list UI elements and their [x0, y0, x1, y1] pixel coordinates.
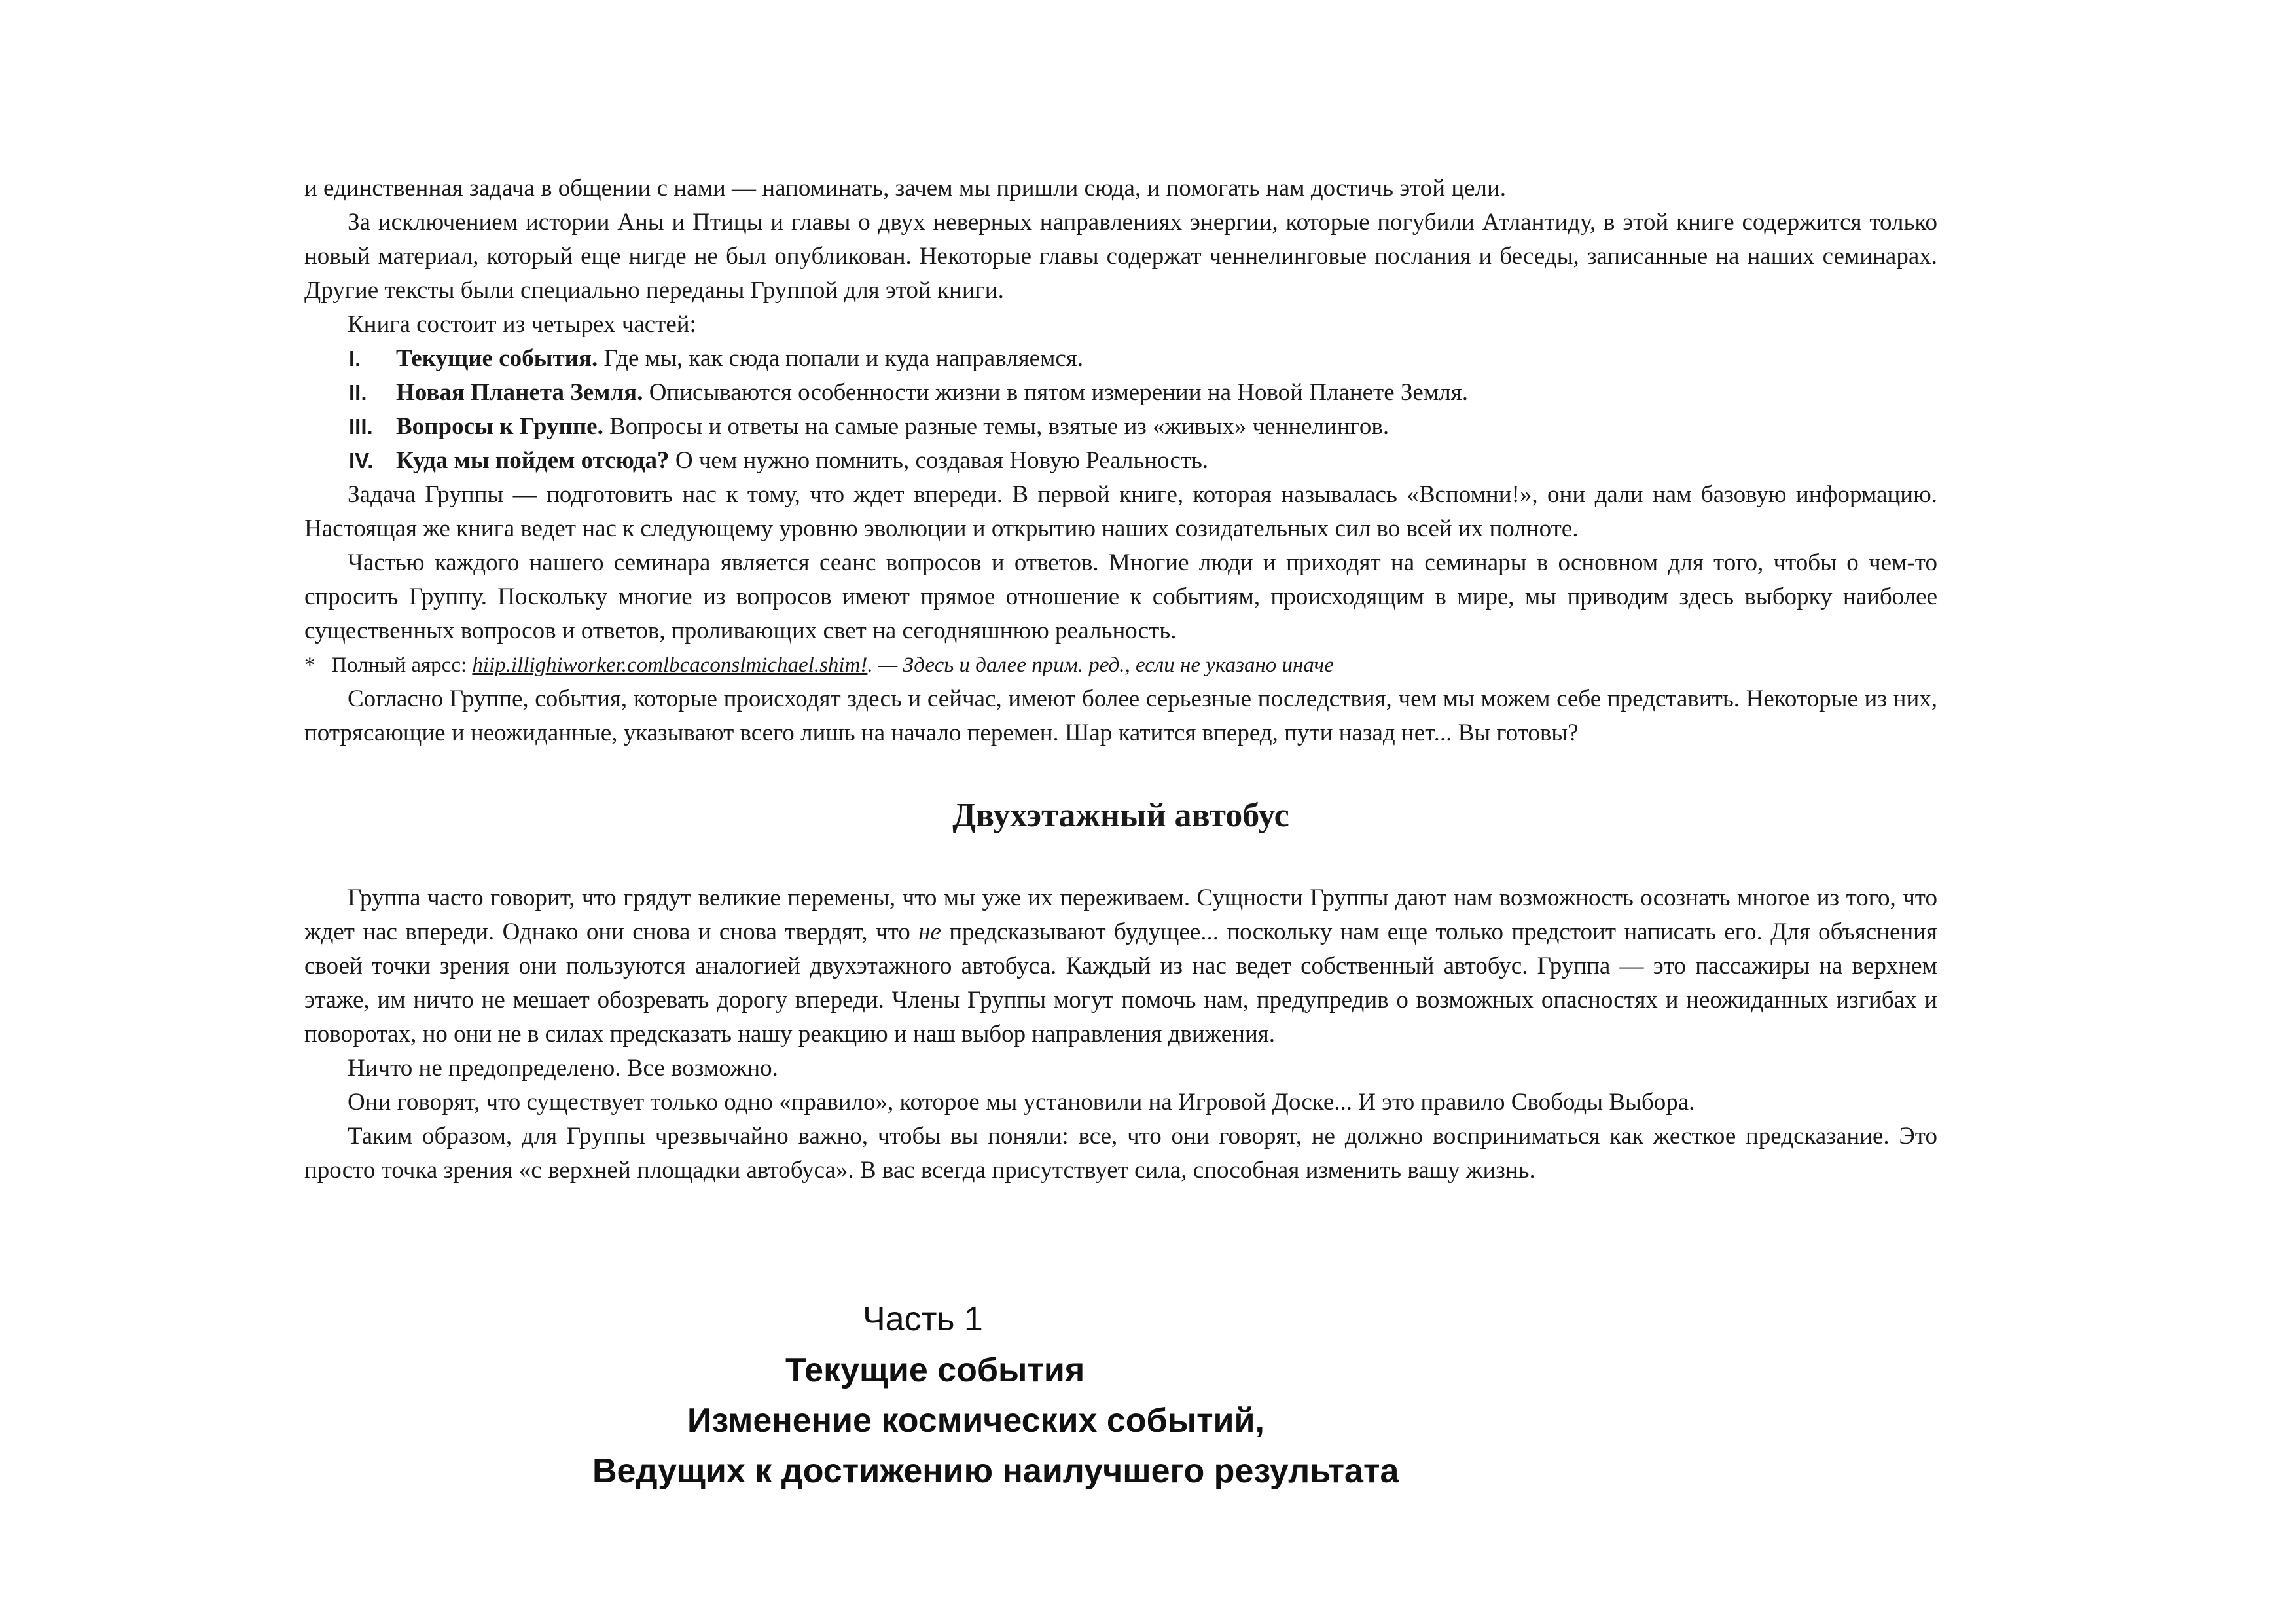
emphasis: не [918, 919, 941, 945]
paragraph-section-1 [304, 881, 1937, 1051]
part-subtitle-2: Ведущих к достижению наилучшего результата [592, 1452, 1399, 1490]
footnote [304, 648, 1937, 682]
footnote-note: . — Здесь и далее прим. ред., если не указано иначе [867, 653, 1334, 677]
footnote-label: Полный аярсс: [331, 653, 467, 677]
paragraph-intro-0: и единственная задача в общении с нами — напоминать, зачем мы пришли сюда, и помогать нам достичь этой цели. [304, 175, 1507, 202]
text-run: Группа часто говорит, что грядут великие перемены, что мы уже их переживаем. Сущности Группы дают нам возможность осознать многое из того, что ждет нас впереди. Однако они снова и снова твердят, что [304, 884, 1937, 945]
list-title: Текущие события. [396, 345, 598, 372]
document-body [304, 172, 1937, 1188]
list-number: I. [349, 346, 361, 371]
text-run: предсказывают будущее... поскольку нам еще только предстоит написать его. Для объяснения своей точки зрения они пользуются аналогией двухэтажного автобуса. Каждый из нас ведет собственный автобус. Группа — это пассажиры на верхнем этаже, им ничто не мешает обозревать дорогу впереди. Члены Группы могут помочь нам, предупредив о возможных опасностях и неожиданных изгибах и поворотах, но они не в силах предсказать нашу реакцию и наш выбор направления движения. [304, 919, 1937, 1048]
list-number: II. [349, 380, 367, 405]
paragraph-intro-5: Согласно Группе, события, которые происходят здесь и сейчас, имеют более серьезные последствия, чем мы можем себе представить. Некоторые из них, потрясающие и неожиданные, указывают всего лишь на начало перемен. Шар катится вперед, пути назад нет... Вы готовы? [304, 685, 1937, 746]
list-item [304, 342, 1937, 376]
list-number: IV. [349, 448, 374, 473]
part-title: Текущие события [785, 1351, 1085, 1389]
paragraph-intro-4: Частью каждого нашего семинара является сеанс вопросов и ответов. Многие люди и приходят на семинары в основном для того, чтобы о чем-то спросить Группу. Поскольку многие из вопросов имеют прямое отношение к событиям, происходящим в мире, мы приводим здесь выборку наиболее существенных вопросов и ответов, проливающих свет на сегодняшнюю реальность. [304, 549, 1937, 644]
section-title: Двухэтажный автобус [952, 797, 1289, 834]
list-text: Описываются особенности жизни в пятом измерении на Новой Планете Земля. [643, 379, 1469, 406]
list-text: О чем нужно помнить, создавая Новую Реальность. [669, 447, 1209, 474]
book-parts-list [304, 342, 1937, 478]
list-item [304, 444, 1937, 478]
paragraph-section-2: Ничто не предопределено. Все возможно. [348, 1055, 778, 1082]
footnote-link[interactable]: hiip.illighiworker.comlbcaconslmichael.shim! [472, 653, 868, 677]
list-title: Куда мы пойдем отсюда? [396, 447, 670, 474]
paragraph-intro-3: Задача Группы — подготовить нас к тому, что ждет впереди. В первой книге, которая называлась «Вспомни!», они дали нам базовую информацию. Настоящая же книга ведет нас к следующему уровню эволюции и открытию наших созидательных сил во всей их полноте. [304, 481, 1937, 542]
list-title: Новая Планета Земля. [396, 379, 643, 406]
paragraph-section-4: Таким образом, для Группы чрезвычайно важно, чтобы вы поняли: все, что они говорят, не должно восприниматься как жесткое предсказание. Это просто точка зрения «с верхней площадки автобуса». В вас всегда присутствует сила, способная изменить вашу жизнь. [304, 1123, 1937, 1184]
list-title: Вопросы к Группе. [396, 413, 603, 440]
list-item [304, 376, 1937, 410]
paragraph-intro-1: За исключением истории Аны и Птицы и главы о двух неверных направлениях энергии, которые погубили Атлантиду, в этой книге содержится только новый материал, который еще нигде не был опубликован. Некоторые главы содержат ченнелинговые послания и беседы, записанные на наших семинарах. Другие тексты были специально переданы Группой для этой книги. [304, 209, 1937, 304]
part-subtitle-1: Изменение космических событий, [687, 1402, 1265, 1440]
list-text: Вопросы и ответы на самые разные темы, взятые из «живых» ченнелингов. [603, 413, 1390, 440]
footnote-mark: * [304, 653, 315, 677]
list-item [304, 410, 1937, 444]
part-label: Часть 1 [863, 1300, 983, 1338]
paragraph-intro-2: Книга состоит из четырех частей: [348, 311, 696, 338]
list-number: III. [349, 414, 373, 439]
list-text: Где мы, как сюда попали и куда направляемся. [598, 345, 1084, 372]
paragraph-section-3: Они говорят, что существует только одно «правило», которое мы установили на Игровой Доске... И это правило Свободы Выбора. [348, 1089, 1695, 1116]
